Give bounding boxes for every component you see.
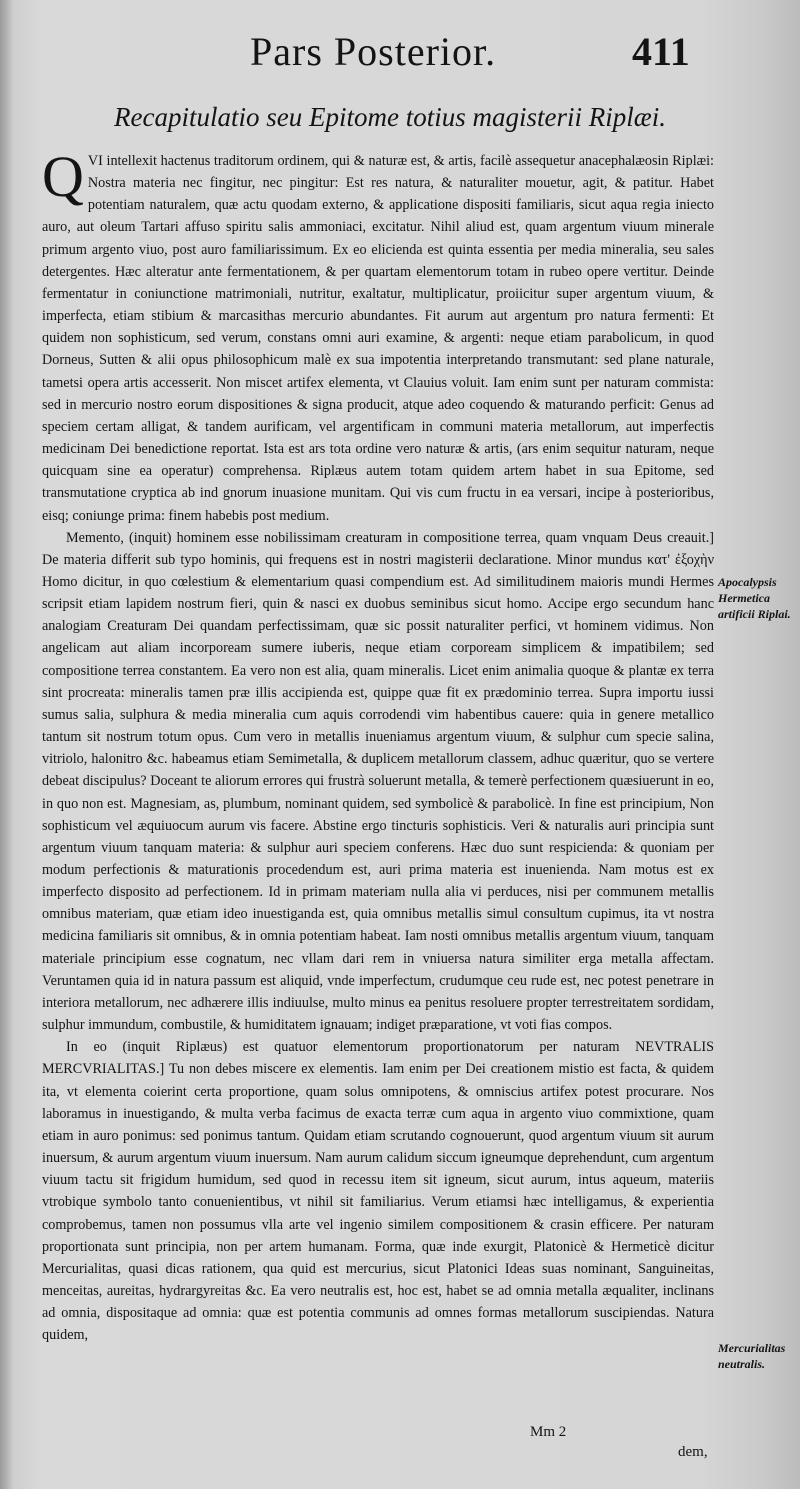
catchword: dem, [678,1444,708,1460]
margin-note-apocalypsis: Apocalypsis Hermetica artificii Riplai. [718,575,791,621]
paragraph-2: Memento, (inquit) hominem esse nobilissimam creaturam in compositione terrea, quam vnquam Deus creauit.] De materia differit sub typo hominis, qui frequens est in nostri magisterii declaratione. Minor mundus κατ' ἐξοχὴν Homo dicitur, in quo cœlestium & elementarium quasi compendium est. Ad similitudinem maioris mundi Hermes scripsit etiam lapidem nostrum fieri, quin & nasci ex duobus seminibus sicut homo. Accipe ergo secundum hanc analogiam Creaturam Dei quandam perfectissimam, quæ sic possit naturaliter perfici, vt hominem vidimus. Non angelicam aut aliam incorpoream sumere iuberis, neque etiam corpoream simplicem & impatibilem; sed compositione terrea constantem. Ea vero non est alia, quam mineralis. Licet enim animalia quoque & plantæ ex terra sint procreata: mineralis tamen præ illis accipienda est, quippe quæ fit ex prædominio terrea. Supra importu iussi sumus salia, sulphura & media mineralia cum aquis corrodendi vim habentibus cauere: quia in genere metallico tantum sit nostrum totum opus. Cum vero in metallis inueniamus argentum viuum, & sulphur cum specie salina, vitriolo, halonitro &c. habeamus etiam Semimetalla, & duplicem metallorum classem, adhuc quæritur, quo se vertere debeat discipulus? Doceant te aliorum errores qui frustrà soluerunt metalla, & temerè perfectionem quæsiuerunt in eo, in quo non est. Magnesiam, as, plumbum, nominant quidem, sed symbolicè & parabolicè. In fine est principium, Non sophisticum vel æquiuocum aurum vis facere. Abstine ergo tincturis sophisticis. Veri & naturalis auri principia sunt argentum viuum tanquam materia: & sulphur auri speciem conferens. Hæc duo sunt respicienda: & quoniam per modum perfectionis & maturationis procedendum est, auri prima materia est inuenienda. Nam motus est ex imperfecto disposito ad perfectionem. Id in primam materiam nulla alia vi perduces, nisi per communem metallis omnibus materiam, quæ etiam ideo inuestiganda est, quia omnibus metallis simul consultum cupimus, ita vt nostra medicina familiaris sit omnibus, & in omnia potentiam habeat. Iam nosti omnibus metallis argentum viuum, tanquam materiale principium esse cognatum, nec vllam dari rem in vniuersa natura similiter erga metalla affectam. Veruntamen quia id in natura passum est aliquid, vnde imperfectum, crudumque ceu rude est, nec potest penetrare in interiora metallorum, nec adhærere illis indiuulse, multo minus ea penitus resoluere propter terrestreitatem sordidam, sulphur immundum, combustile, & humiditatem ignauam; indiget præparatione, vt voti fias compos. [42,529,714,1034]
body-text [42,144,714,1346]
paragraph-1 [42,144,714,527]
running-head: Pars Posterior. [250,29,497,74]
margin-note-mercurialitas: Mercurialitas neutralis. [718,1341,786,1371]
page-number: 411 [632,29,690,74]
signature-mark: Mm 2 [530,1424,567,1440]
paragraph-1-text: VI intellexit hactenus traditorum ordinem, qui & naturæ est, & artis, facilè assequetur anacephalæosin Riplæi: Nostra materia nec fingitur, nec pingitur: Est res natura, & naturaliter mouetur, agit, & patitur. Habet potentiam naturalem, quæ actu quodam externo, & applicatione dispositi familiaris, sicut aqua regia iniecto auro, aut oleum Tartari affuso spiritu salis ammoniaci, excitatur. Nihil aliud est, quam argentum viuum minerale primum argento viuo, post auro familiarissimum. Ex eo elicienda est quinta essentia per media mineralia, seu sales detergentes. Hæc alteratur ante fermentationem, & per quartam elementorum totam in rubeo opere vertitur. Deinde fermentatur in coniunctione matrimoniali, nutritur, exaltatur, multiplicatur, proiicitur super argentum viuum, & imperfecta, etiam stibium & marcasithas mercurio abundantes. Fit aurum aut argentum pro natura fermenti: Et quidem non sophisticum, sed verum, constans omni auri examine, & argenti: neque etiam parabolicum, in quod Dorneus, Sutten & alii opus philosophicum malè ex sua impotentia interpretando transmutant: sed plane naturale, tametsi opera artis accesserit. Non miscet artifex elementa, vt Clauius voluit. Iam enim sunt per naturam commista: sed in mercurio nostro eorum dispositiones & signa producit, atque adeo coquendo & maturando perficit: Genus ad speciem certam alligat, & tandem aurificam, vel argentificam in communi materia metallorum, aut imperfectis medicinam Dei benedictione reportat. Ista est ars tota ordine vero naturæ & artis, (ars enim sequitur naturam, neque quicquam sine ea operatur) comprehensa. Riplæus autem totam quidem artem habet in sua Epitome, sed transmutatione cryptica ab ind gnorum inuasione munitam. Qui vis cum fructu in ea versari, incipe à posterioribus, eisq; coniunge prima: finem habebis post medium. [42,153,714,524]
drop-cap: Q [42,144,84,209]
paragraph-3: In eo (inquit Riplæus) est quatuor elementorum proportionatorum per naturam NEVTRALIS MERCVRIALITAS.] Tu non debes miscere ex elementis. Iam enim per Dei creationem mistio est facta, & quidem ita, vt elementa coierint certa proportione, quam solus omnipotens, & omniscius artifex potest procurare. Nos laboramus in inuestigando, & multa verba facimus de exacta terræ cum aqua in argento viuo commixtione, quam etiam in auro ponimus: sed ponimus tantum. Quidam etiam scrutando cognouerunt, quod argentum viuum sit aurum inuersum, & aurum argentum viuum inuersum. Nam aurum calidum siccum igneumque deprehendunt, cum argentum viuum tactu sit frigidum humidum, sed quod in recessu item sit igneum, sicut aurum, intus aqueum, materiis vtrobique symbolo tanto conuenientibus, vt nihil sit familiarius. Verum etiamsi hæc intelligamus, & experientia comprobemus, tamen non possumus vlla arte vel ingenio similem compositionem & crasin efficere. Per naturam proportionata sunt principia, non per artem humanam. Forma, quæ inde exurgit, Platonicè & Hermeticè dicitur Mercurialitas, quasi dicas rationem, qua quid est mercurius, sicut Platonici Ideas suas nominant, Sanguineitas, menceitas, aureitas, hydrargyreitas &c. Ea vero neutralis est, hoc est, habet se ad omnia metalla æqualiter, inclinans ad omnia, dispositaque ad omnia: quæ est potentia communis ad omnes formas metallorum suscipiendas. Natura quidem, [42,1039,714,1344]
chapter-title: Recapitulatio seu Epitome totius magisterii Riplæi. [114,102,666,132]
